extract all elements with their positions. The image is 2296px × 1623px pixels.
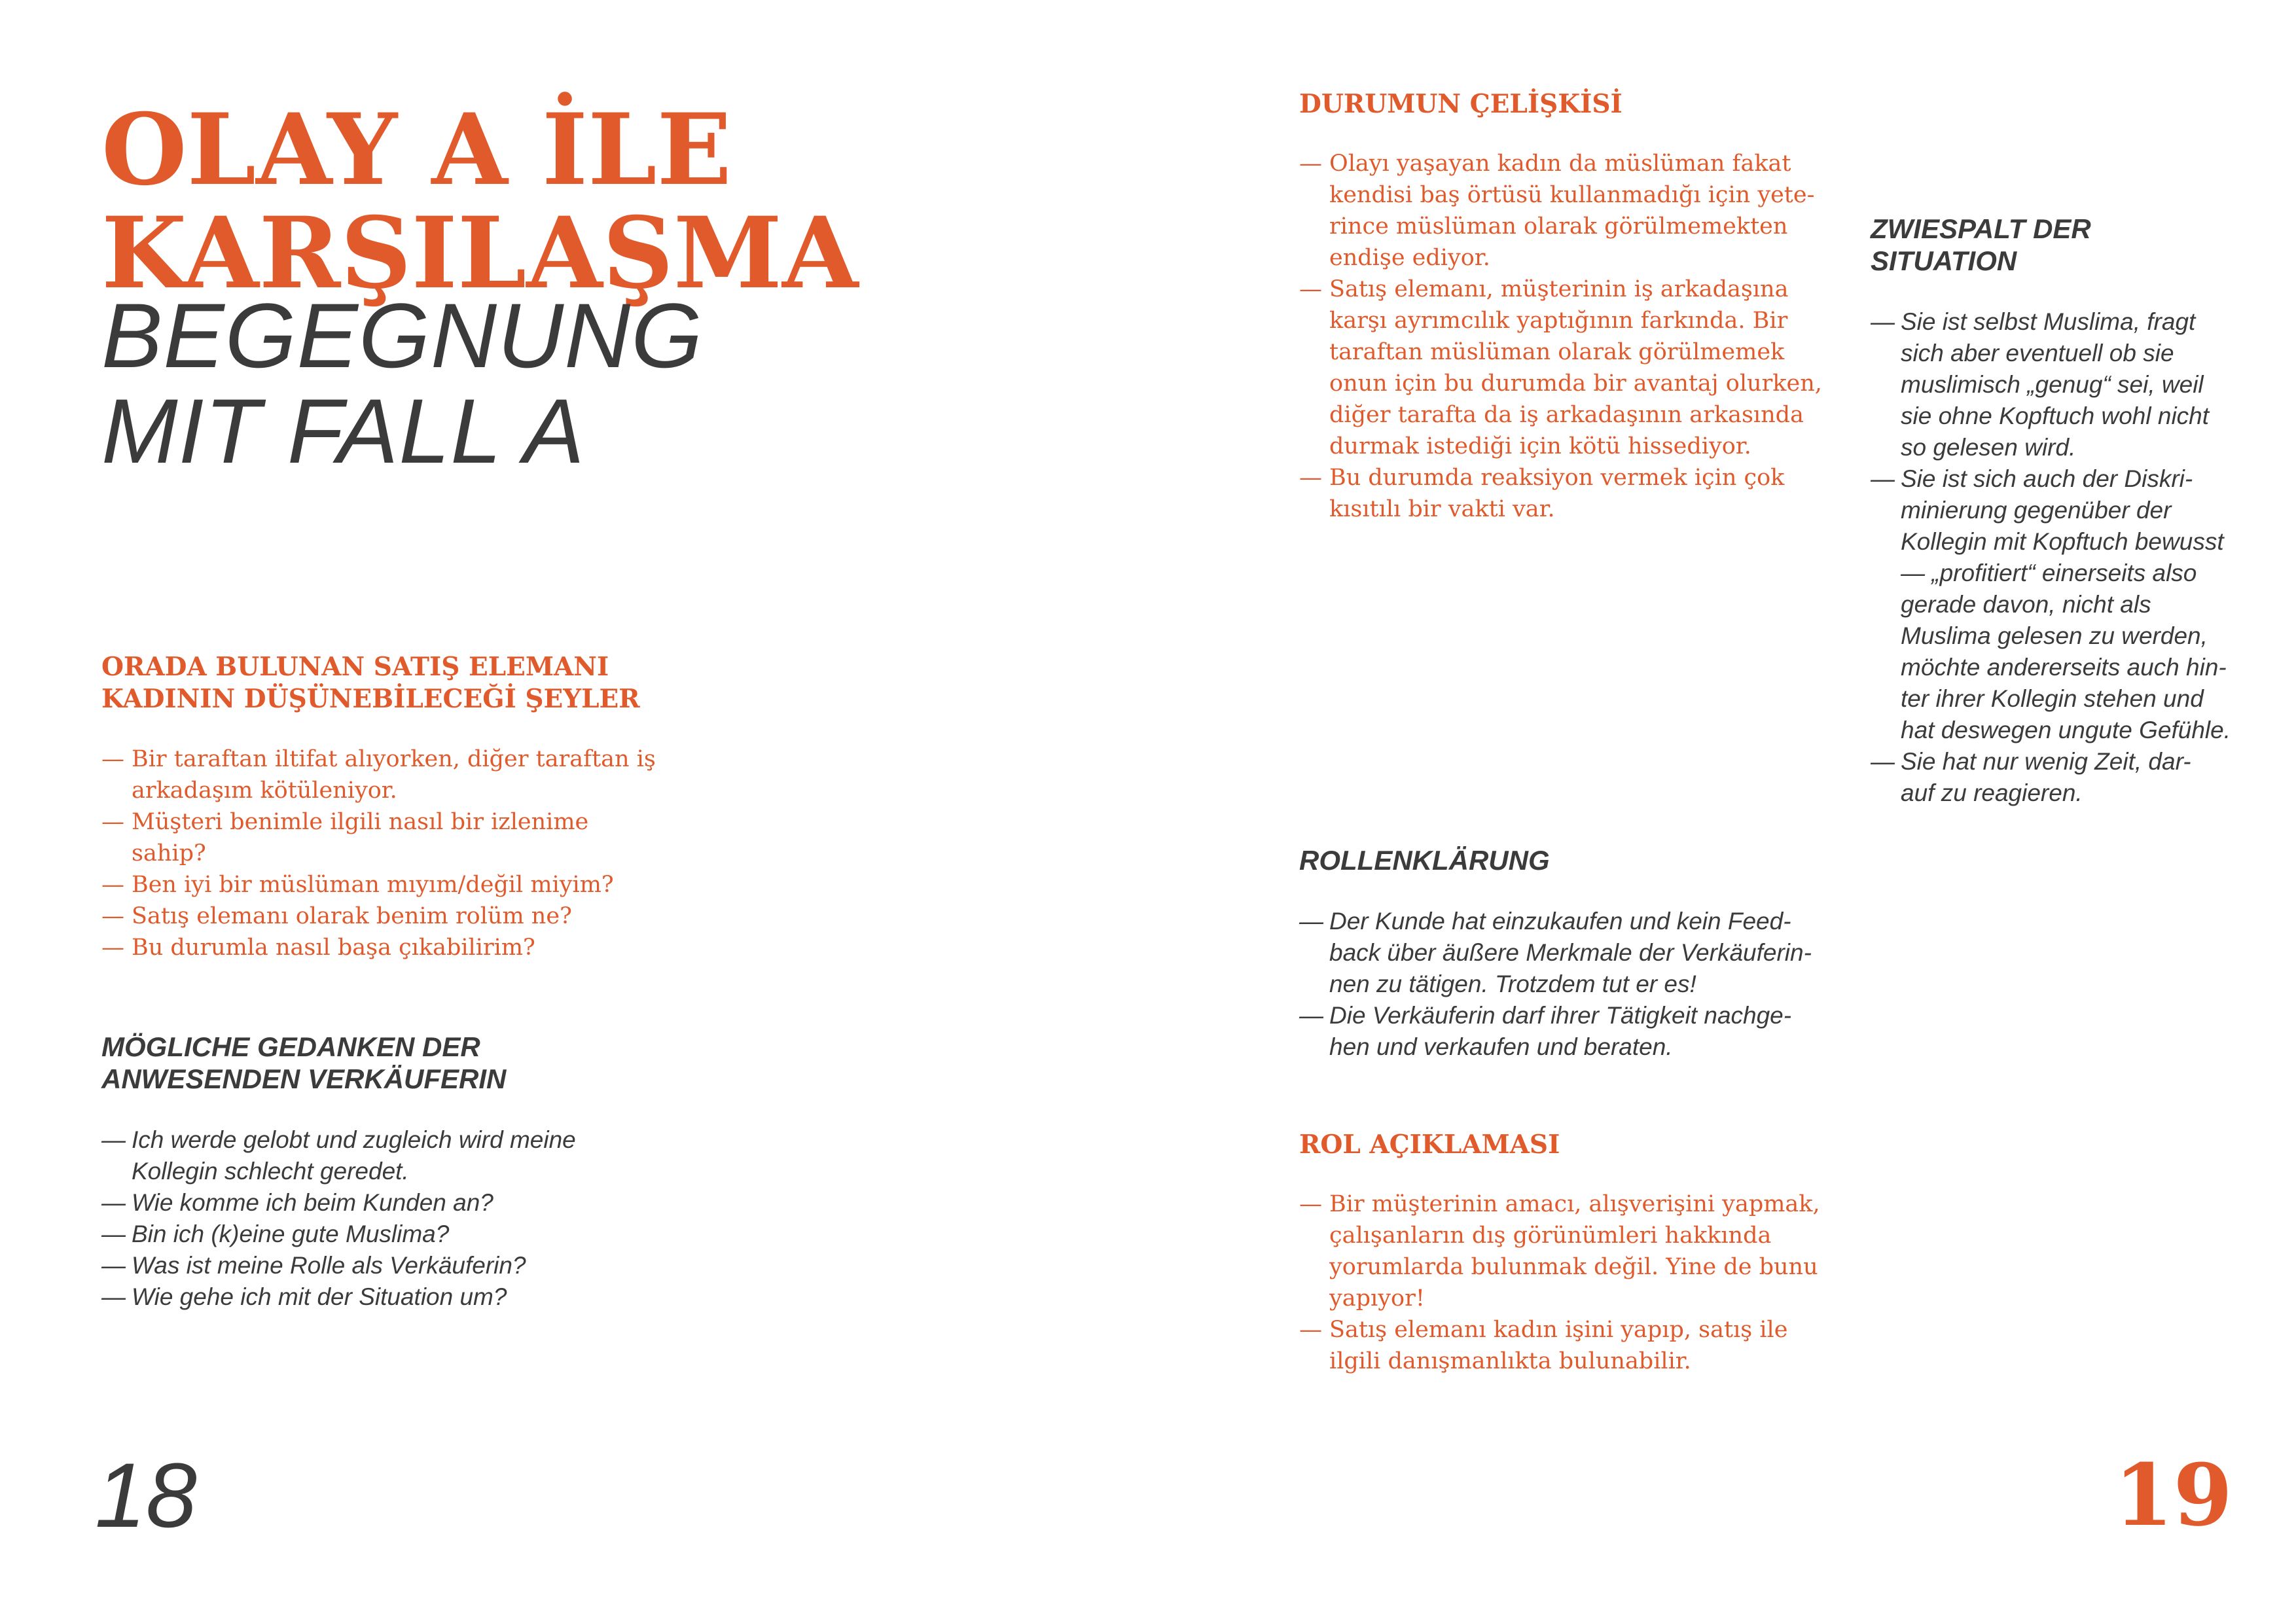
dash: — [1871, 465, 1895, 492]
section-role-clarification-turkish [1299, 1129, 1875, 1377]
dash: — [1871, 308, 1895, 335]
dash: — [101, 903, 124, 929]
list-item: — Ich werde gelobt und zugleich wird meine Kollegin schlecht geredet. [101, 1124, 691, 1187]
heading-line: KADININ DÜŞÜNEBİLECEĞİ ŞEYLER [101, 684, 640, 714]
role-list-turkish [1299, 1188, 1875, 1377]
list-item: — Satış elemanı olarak benim rolüm ne? [101, 901, 691, 932]
dash: — [101, 1221, 126, 1247]
list-item: — Der Kunde hat einzukaufen und kein Feed- back über äußere Merkmale der Verkäuferin- nen zu tätigen. Trotzdem tut er es! [1299, 906, 1875, 1000]
section-thoughts-german [101, 1031, 691, 1313]
dash: — [1299, 465, 1322, 491]
list-item: — Bu durumda reaksiyon vermek için çok kısıtılı bir vakti var. [1299, 462, 1849, 525]
dash: — [101, 1189, 126, 1216]
list-item: — Die Verkäuferin darf ihrer Tätigkeit nachge- hen und verkaufen und beraten. [1299, 1000, 1875, 1063]
list-item: — Ben iyi bir müslüman mıyım/değil miyim? [101, 869, 691, 901]
dash: — [101, 935, 124, 961]
dash: — [1299, 1191, 1322, 1217]
list-item: — Wie komme ich beim Kunden an? [101, 1187, 691, 1219]
list-item: — Sie ist sich auch der Diskri- minierung gegenüber der Kollegin mit Kopftuch bewusst — „profitiert“ einerseits also gerade davon, nicht als Muslima gelesen zu werden, möchte andererseits auch hin- ter ihrer Kollegin stehen und hat deswegen ungute Gefühle. [1871, 463, 2237, 746]
heading-line: MÖGLICHE GEDANKEN DER [101, 1031, 480, 1062]
title-line: OLAY A İLE [101, 92, 732, 207]
contradiction-list-turkish [1299, 148, 1849, 525]
thoughts-list-german [101, 1124, 691, 1313]
list-item: — Sie ist selbst Muslima, fragt sich aber eventuell ob sie muslimisch „genug“ sei, weil sie ohne Kopftuch wohl nicht so gelesen wird. [1871, 306, 2237, 463]
list-item: — Satış elemanı, müşterinin iş arkadaşına karşı ayrımcılık yaptığının farkında. Bir taraftan müslüman olarak görülmemek onun için bu durumda bir avantaj olurken, diğer tarafta da iş arkadaşının arkasında durmak istediği için kötü hissediyor. [1299, 274, 1849, 462]
heading-line: ANWESENDEN VERKÄUFERIN [101, 1063, 507, 1094]
list-item: — Bir müşterinin amacı, alışverişini yapmak, çalışanların dış görünümleri hakkında yorumlarda bulunmak değil. Yine de bunu yapıyor! [1299, 1188, 1875, 1314]
section-thoughts-turkish [101, 651, 691, 963]
list-item: — Bu durumla nasıl başa çıkabilirim? [101, 932, 691, 963]
list-item: — Müşteri benimle ilgili nasıl bir izlenime sahip? [101, 806, 691, 869]
title-line: KARŞILAŞMA [101, 196, 859, 311]
thoughts-list-turkish [101, 743, 691, 963]
section-contradiction-german [1871, 213, 2237, 809]
section-heading: ROL AÇIKLAMASI [1299, 1130, 1560, 1160]
dash: — [1299, 1317, 1322, 1343]
list-item: — Bin ich (k)eine gute Muslima? [101, 1219, 691, 1250]
title-line: BEGEGNUNG [101, 284, 704, 387]
section-heading: ZWIESPALT DER SITUATION [1871, 213, 2091, 276]
dash: — [101, 1252, 126, 1279]
dash: — [101, 809, 124, 835]
dash: — [1299, 908, 1323, 935]
page-title-turkish [101, 92, 887, 311]
title-line: MIT FALL A [101, 380, 585, 482]
dash: — [101, 746, 124, 772]
list-item: — Sie hat nur wenig Zeit, dar- auf zu reagieren. [1871, 746, 2237, 809]
page-title-german [101, 284, 887, 482]
page-number-left: 18 [95, 1444, 197, 1546]
page-number-right: 19 [2114, 1445, 2233, 1545]
list-item: — Olayı yaşayan kadın da müslüman fakat kendisi baş örtüsü kullanmadığı için yete- rince müslüman olarak görülmemekten endişe ediyor. [1299, 148, 1849, 274]
section-heading: ROLLENKLÄRUNG [1299, 845, 1550, 876]
list-item: — Wie gehe ich mit der Situation um? [101, 1281, 691, 1313]
section-heading: DURUMUN ÇELİŞKİSİ [1299, 89, 1623, 119]
dash: — [101, 1283, 126, 1310]
section-heading [101, 1031, 691, 1095]
list-item: — Was ist meine Rolle als Verkäuferin? [101, 1250, 691, 1281]
heading-line: ORADA BULUNAN SATIŞ ELEMANI [101, 652, 609, 682]
dash: — [101, 1126, 126, 1153]
contradiction-list-german [1871, 306, 2237, 809]
dash: — [1871, 748, 1895, 775]
section-role-clarification-german [1299, 844, 1875, 1063]
dash: — [1299, 1002, 1323, 1029]
list-item: — Satış elemanı kadın işini yapıp, satış ile ilgili danışmanlıkta bulunabilir. [1299, 1314, 1875, 1377]
role-list-german [1299, 906, 1875, 1063]
dash: — [101, 872, 124, 898]
section-contradiction-turkish [1299, 88, 1849, 525]
list-item: — Bir taraftan iltifat alıyorken, diğer taraftan iş arkadaşım kötüleniyor. [101, 743, 691, 806]
section-heading [101, 651, 691, 715]
dash: — [1299, 151, 1322, 177]
dash: — [1299, 276, 1322, 302]
